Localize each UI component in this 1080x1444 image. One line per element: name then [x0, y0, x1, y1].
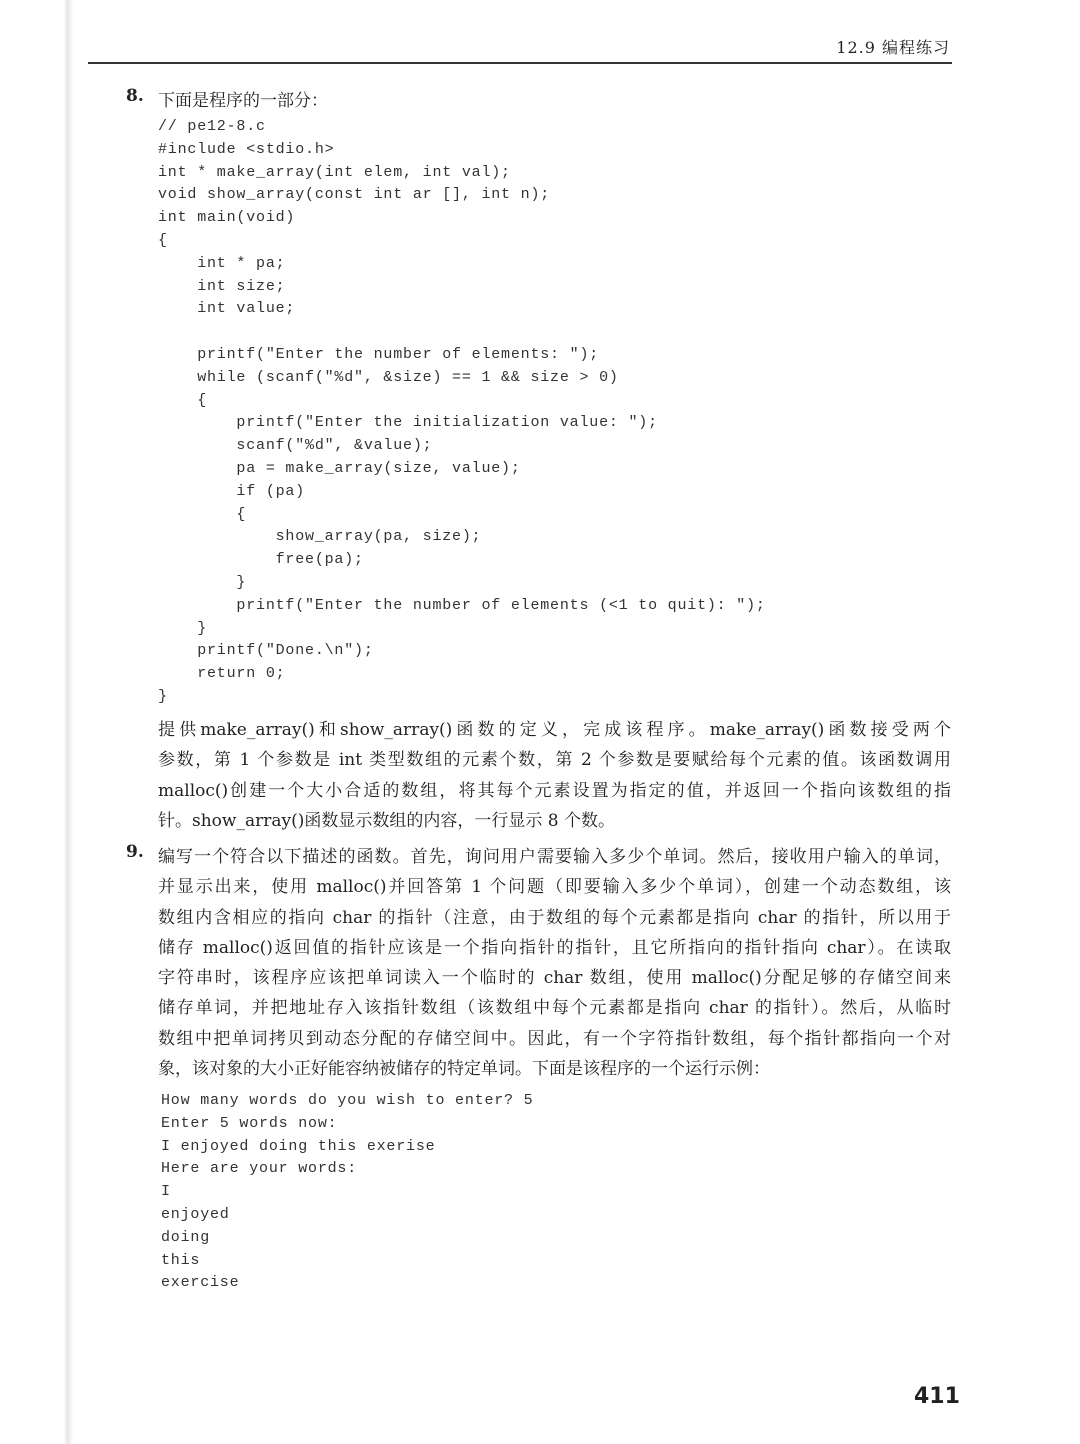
sample-output-line: doing [161, 1228, 211, 1246]
sample-output-line: How many words do you wish to enter? 5 [161, 1092, 534, 1109]
code-line: int main(void) [158, 209, 296, 227]
code-line: int * pa; [158, 254, 286, 272]
sample-output-line: exercise [161, 1274, 240, 1292]
code-line: } [158, 573, 247, 591]
code-line: int * make_array(int elem, int val); [158, 163, 511, 181]
text-line: malloc()创建一个大小合适的数组，将其每个元素设置为指定的值，并返回一个指向该数组的指 [158, 780, 951, 801]
code-line: pa = make_array(size, value); [158, 459, 521, 477]
code-line: if (pa) [158, 482, 306, 500]
code-line: #include <stdio.h> [158, 140, 335, 158]
exercise-8-intro: 下面是程序的一部分： [158, 91, 328, 111]
binding-shadow [64, 0, 74, 1444]
code-line: printf("Enter the initialization value: "); [158, 414, 658, 432]
exercise-9-number: 9. [126, 842, 144, 862]
exercise-9-description [158, 842, 951, 1084]
exercise-8-description [158, 715, 951, 836]
running-header: 12.9 编程练习 [836, 38, 950, 57]
code-line: { [158, 391, 208, 409]
code-line: int value; [158, 300, 296, 318]
text-line: 参数，第 1 个参数是 int 类型数组的元素个数，第 2 个参数是要赋给每个元素的值。该函数调用 [158, 750, 951, 771]
text-line: 储存 malloc()返回值的指针应该是一个指向指针的指针，且它所指向的指针指向 char）。在读取 [158, 937, 951, 958]
code-line: // pe12-8.c [158, 118, 266, 135]
code-line: printf("Done.\n"); [158, 642, 374, 660]
sample-output-line: I [161, 1183, 171, 1201]
text-line: 字符串时，该程序应该把单词读入一个临时的 char 数组，使用 malloc()分配足够的存储空间来 [158, 968, 951, 989]
sample-output-line: Here are your words: [161, 1160, 358, 1178]
text-line: 象，该对象的大小正好能容纳被储存的特定单词。下面是该程序的一个运行示例： [158, 1059, 770, 1080]
code-line: printf("Enter the number of elements (<1 to quit): "); [158, 596, 766, 614]
text-line: 数组中把单词拷贝到动态分配的存储空间中。因此，有一个字符指针数组，每个指针都指向一个对 [158, 1028, 951, 1049]
exercise-8-code [158, 116, 766, 709]
sample-output-line: this [161, 1251, 201, 1269]
page-number: 411 [914, 1384, 960, 1409]
code-line: while (scanf("%d", &size) == 1 && size > 0) [158, 368, 619, 386]
code-line: { [158, 231, 168, 249]
code-line: { [158, 505, 247, 523]
text-line: 编写一个符合以下描述的函数。首先，询问用户需要输入多少个单词。然后，接收用户输入的单词， [158, 847, 951, 867]
text-line: 数组内含相应的指向 char 的指针（注意，由于数组的每个元素都是指向 char 的指针，所以用于 [158, 907, 951, 928]
code-line: printf("Enter the number of elements: "); [158, 345, 600, 363]
text-line: 针。show_array()函数显示数组的内容，一行显示 8 个数。 [158, 810, 615, 831]
code-line [158, 321, 766, 344]
exercise-9-sample-run [161, 1090, 533, 1295]
sample-output-line: enjoyed [161, 1205, 230, 1223]
text-line: 储存单词，并把地址存入该指针数组（该数组中每个元素都是指向 char 的指针）。然后，从临时 [158, 998, 951, 1019]
code-line: scanf("%d", &value); [158, 437, 433, 455]
header-rule [88, 62, 952, 64]
sample-output-line: Enter 5 words now: [161, 1114, 338, 1132]
text-line: 并显示出来，使用 malloc()并回答第 1 个问题（即要输入多少个单词），创建一个动态数组，该 [158, 877, 951, 898]
exercise-8-number: 8. [126, 86, 144, 106]
text-line: 提供make_array()和show_array()函数的定义，完成该程序。make_array()函数接受两个 [158, 720, 951, 740]
code-line: return 0; [158, 665, 286, 683]
code-line: free(pa); [158, 551, 364, 569]
code-line: int size; [158, 277, 286, 295]
code-line: } [158, 619, 208, 637]
sample-output-line: I enjoyed doing this exerise [161, 1137, 436, 1155]
code-line: } [158, 687, 168, 705]
code-line: void show_array(const int ar [], int n); [158, 186, 551, 204]
code-line: show_array(pa, size); [158, 528, 482, 546]
